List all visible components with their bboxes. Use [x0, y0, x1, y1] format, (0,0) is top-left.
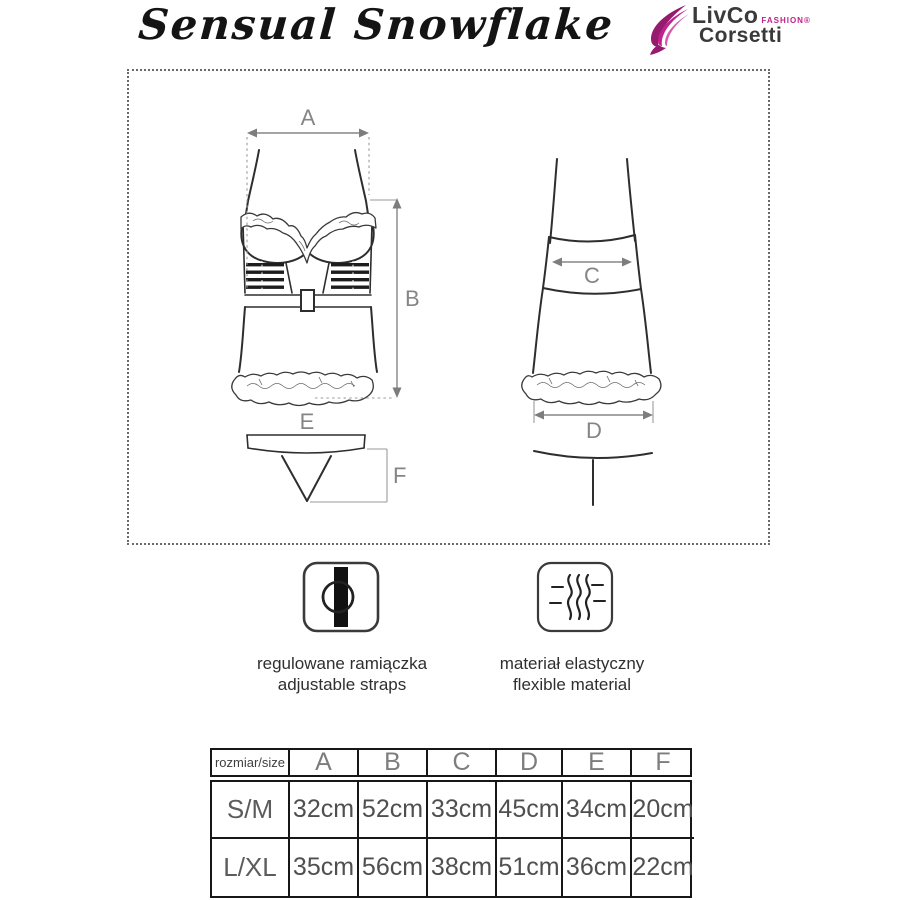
size-table-header: [210, 748, 692, 777]
size-table-header-cell: E: [563, 750, 632, 775]
size-table-header-cell: D: [497, 750, 563, 775]
size-table-header-cell: A: [290, 750, 359, 775]
size-table-cell: 34cm: [563, 782, 632, 839]
size-table-cell: 56cm: [359, 839, 428, 896]
livco-corsetti-logo: [646, 4, 811, 58]
size-table-header-cell: B: [359, 750, 428, 775]
feature-caption-straps: [222, 653, 462, 695]
feature-caption-material-en: flexible material: [512, 675, 632, 694]
size-table-cell: 33cm: [428, 782, 497, 839]
dimension-label-f: F: [393, 463, 407, 488]
size-table-cell: 32cm: [290, 782, 359, 839]
size-table-cell: 45cm: [497, 782, 563, 839]
size-table-cell: 38cm: [428, 839, 497, 896]
feature-caption-material-pl: materiał elastyczny: [499, 654, 645, 673]
size-table-body: [210, 780, 692, 898]
dimension-label-d: D: [586, 418, 602, 443]
dimension-label-e: E: [299, 409, 315, 434]
size-table-cell: 36cm: [563, 839, 632, 896]
adjustable-straps-icon: [302, 561, 380, 638]
size-table: [210, 748, 692, 898]
size-table-header-cell: C: [428, 750, 497, 775]
flexible-material-icon: [536, 561, 614, 638]
size-table-cell: 52cm: [359, 782, 428, 839]
size-table-header-cell: rozmiar/size: [212, 750, 290, 775]
logo-brand-name: LivCo: [692, 2, 759, 28]
logo-text: [692, 4, 811, 46]
garment-diagram: [129, 71, 768, 543]
garment-diagram-box: [127, 69, 770, 545]
feature-caption-straps-pl: regulowane ramiączka: [256, 654, 428, 673]
logo-swoosh-icon: [646, 4, 690, 58]
logo-sub-brand: Corsetti: [699, 24, 783, 47]
size-table-cell: 22cm: [632, 853, 694, 881]
dimension-label-c: C: [584, 263, 600, 288]
feature-caption-material: [452, 653, 692, 695]
dimension-label-a: A: [300, 105, 316, 130]
feature-caption-straps-en: adjustable straps: [277, 675, 407, 694]
size-table-cell: 35cm: [290, 839, 359, 896]
size-table-cell: 20cm: [632, 782, 694, 839]
size-table-cell: 51cm: [497, 839, 563, 896]
page-title: Sensual Snowflake: [136, 0, 616, 49]
size-table-row-label: S/M: [212, 782, 290, 839]
size-table-header-cell: F: [655, 748, 671, 776]
size-table-row-label: L/XL: [212, 839, 290, 896]
dimension-label-b: B: [405, 286, 420, 311]
logo-fashion-tag: FASHION®: [761, 16, 811, 25]
